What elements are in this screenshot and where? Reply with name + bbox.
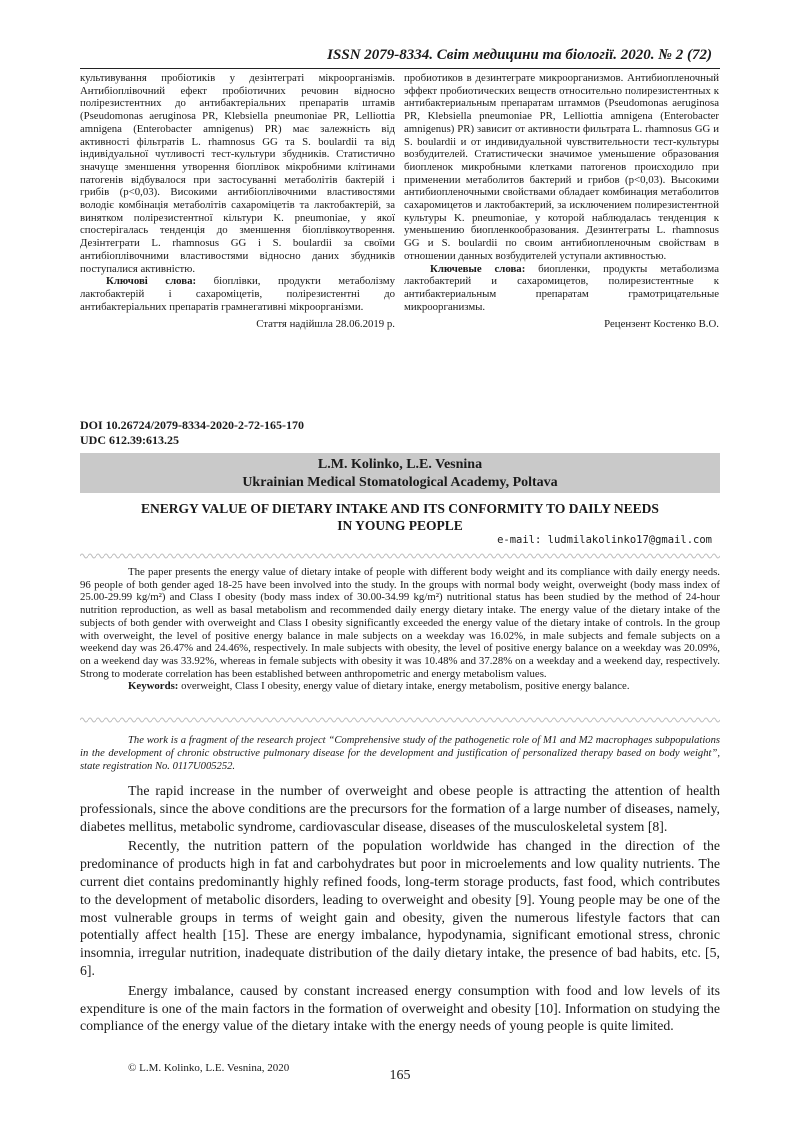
- english-abstract: [80, 566, 720, 693]
- rus-reviewer: Рецензент Костенко В.О.: [604, 318, 719, 331]
- journal-title: ISSN 2079-8334. Світ медицини та біології. 2020. № 2 (72): [327, 47, 712, 63]
- running-header: [80, 44, 720, 69]
- body-paragraph: Energy imbalance, caused by constant increased energy consumption with food and low levels of its expenditure is one of the main factors in the formation of overweight and obesity [10]. Information on studying the compliance of the energy value of the dietary intake with the energy needs of young people is quite limited.: [80, 982, 720, 1034]
- bottom-wavy-divider: [80, 716, 720, 724]
- project-note: [80, 734, 720, 773]
- udc: UDC 612.39:613.25: [80, 433, 179, 447]
- ukr-keywords-text: біоплівки, продукти метаболізму лактобактерій і сахароміцетів, полірезистентні до антибактеріальних препаратів грамнегативні мікроорганізми.: [80, 275, 396, 313]
- ukr-summary-column: [80, 72, 395, 331]
- rus-keywords: [404, 263, 719, 314]
- authors: L.M. Kolinko, L.E. Vesnina: [317, 457, 483, 472]
- abstract-text: The paper presents the energy value of dietary intake of people with different body weight and its compliance with daily energy needs. 96 people of both gender aged 18-25 have been involved into the study. In the groups with normal body weight, overweight (body mass index of 25.00-29.99 kg/m²) and Class I obesity (body mass index of 30.00-34.99 kg/m²) nutritional status has been studied by the method of 24-hour nutrition reproduction, as well as basal metabolism and recommended daily energy dietary intake. The energy value of the dietary intake of the subjects of both gender with overweight and Class I obesity significantly exceeded the energy value of the dietary intake of controls. In the group with overweight, the level of positive energy balance in male subjects on a weekday was 16.02%, in male subjects and female subjects on a weekend day was 26.47% and 24.46%, respectively. In male subjects with obesity, the level of positive energy balance on a weekday was 20.09%, on a weekend day was 33.92%, whereas in female subjects with obesity it was 10.48% and 37.28% on a weekday and a weekend day, respectively. Strong to moderate correlation has been established between anthropometric and energy metabolism values.: [80, 566, 720, 680]
- introduction-body: [80, 782, 720, 1037]
- rus-keywords-text: биопленки, продукты метаболизма лактобактерий и сахаромицетов, полирезистентные к антибактериальным препаратам грамотрицательные микроорганизмы.: [404, 262, 719, 313]
- rus-summary-column: [404, 72, 719, 331]
- body-paragraph: Recently, the nutrition pattern of the population worldwide has changed in the direction of the predominance of products high in fat and carbohydrates but poor in microelements and low quality nutrients. The current diet contains predominantly highly refined foods, long-term storage products, fast food, which contributes to the development of metabolic disorders, leading to overweight and obesity [9]. Young people may be one of the most vulnerable groups in terms of weight gain and obesity, given the numerous lifestyle factors that can potentially affect health [15]. These are energy imbalance, hypodynamia, significant emotional stress, chronic insomnia, irregular nutrition, inadequate distribution of the daily dietary intake, the presence of bad habits, etc. [5, 6].: [80, 838, 720, 978]
- keywords-text: overweight, Class I obesity, energy value of dietary intake, energy metabolism, positive energy balance.: [181, 680, 630, 693]
- project-note-text: The work is a fragment of the research project “Comprehensive study of the pathogenetic role of M1 and M2 macrophages subpopulations in the development of chronic obstructive pulmonary disease for the development and justification of personalized therapy based on body weight”, state registration No. 0117U005252.: [80, 735, 720, 772]
- affiliation: Ukrainian Medical Stomatological Academy, Poltava: [242, 475, 558, 490]
- keywords-label: Keywords:: [128, 680, 179, 693]
- author-band: [80, 453, 720, 493]
- rus-abstract: пробиотиков в дезинтеграте микроорганизмов. Антибиопленочный эффект пробиотических веществ относительно полирезистентных к антибактериальным препаратам штаммов (Pseudomonas aeruginosa PR, Klebsiella pneumoniae PR, Lelliottia amnigena (Enterobacter amnigenus) PR) зависит от активности фильтрата L. rhamnosus GG и S. boulardii и от индивидуальной чувствительности тест-культуры возбудителей. Статистически значимое уменьшение образования биопленок микробными клетками патогенов происходило при применении метаболитов бактерий и грибов (p<0,03). Высокими антибиопленочными свойствами обладает комбинация метаболитов сахаромицетов и лактобактерий, за исключением полирезистентной культуры K. pneumoniae, у которой наблюдалась тенденция к уменьшению биопленкообразования. Дезинтеграты L. rhamnosus GG и S. boulardii по своим антибиопленочным свойствам в отношении данных возбудителей уступали активностью.: [404, 72, 719, 262]
- body-paragraph: The rapid increase in the number of overweight and obese people is attracting the attention of health professionals, since the above conditions are the precursors for the formation of a large number of diseases, namely, diabetes mellitus, metabolic syndrome, cardiovascular disease, diseases of the musculoskeletal system [8].: [80, 783, 720, 834]
- rus-keywords-label: Ключевые слова:: [430, 262, 526, 275]
- copyright: © L.M. Kolinko, L.E. Vesnina, 2020: [128, 1062, 290, 1074]
- article-title: [80, 500, 720, 534]
- title-line-2: IN YOUNG PEOPLE: [337, 518, 463, 533]
- author-email: e-mail: ludmilakolinko17@gmail.com: [497, 534, 712, 546]
- page-number: 165: [389, 1068, 411, 1083]
- ukr-keywords: [80, 275, 395, 313]
- top-wavy-divider: [80, 552, 720, 560]
- title-line-1: ENERGY VALUE OF DIETARY INTAKE AND ITS CONFORMITY TO DAILY NEEDS: [141, 501, 659, 516]
- doi: DOI 10.26724/2079-8334-2020-2-72-165-170: [80, 418, 304, 432]
- ukr-received-date: Стаття надійшла 28.06.2019 р.: [256, 318, 395, 331]
- ukr-abstract: культивування пробіотиків у дезінтеграті мікроорганізмів. Антибіоплівочний ефект пробіотичних речовин відносно полірезистентних до антибактеріальних препаратів штамів (Pseudomonas aeruginosa PR, Klebsiella pneumoniae PR, Lelliottia amnigena (Enterobacter amnigenus) PR) має залежність від активності фільтратів L. rhamnosus GG та S. boulardii та від індивідуальної чутливості тест-культури збудників. Статистично значуще зменшення утворення біоплівок мікробними клітинами патогенів відбувалося при застосуванні метаболітів бактерій і грибів (p<0,03). Високими антибіоплівочними властивостями володіє комбінація метаболітів сахароміцетів та лактобактерій, за винятком полірезистентної кільтури K. pneumoniae, у якої спостерігалась тенденція до зменшення біоплівкоутворення. Дезінтеграти L. rhamnosus GG і S. boulardii за своїми антибіоплівочними властивостями відносно даних збудників поступалися активністю.: [80, 72, 395, 275]
- article-identifiers: [80, 418, 304, 448]
- english-keywords: [80, 680, 720, 693]
- ukr-keywords-label: Ключові слова:: [106, 275, 197, 288]
